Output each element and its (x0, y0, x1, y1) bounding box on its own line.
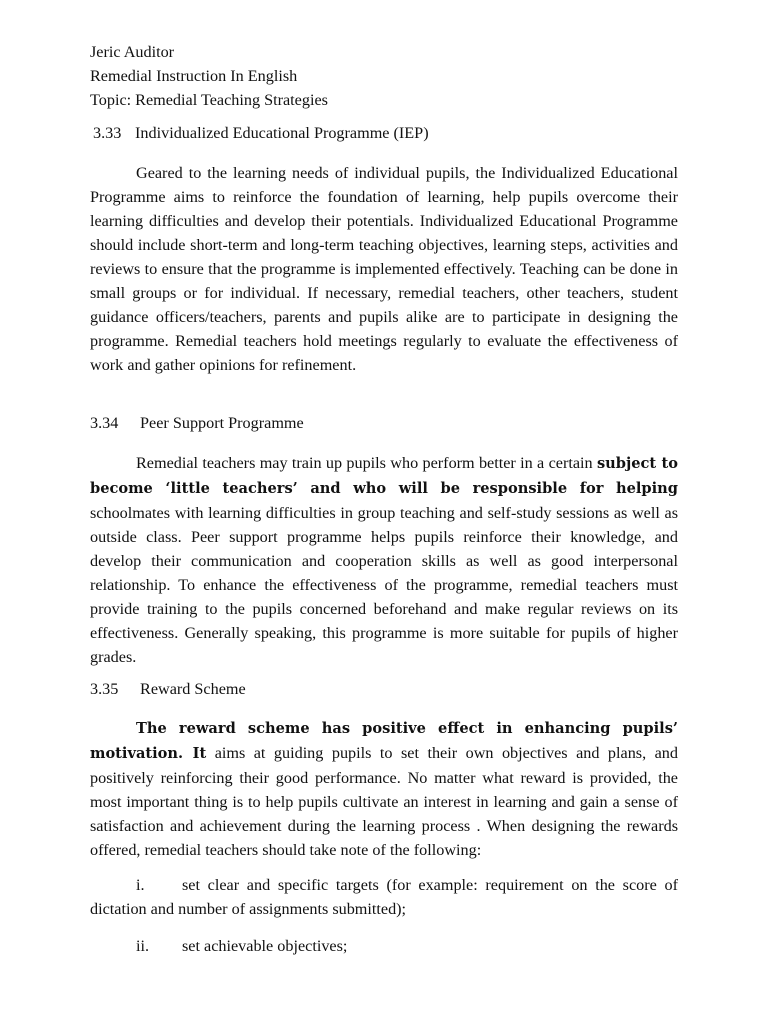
section-heading-3-35 (90, 680, 678, 699)
list-item (90, 934, 678, 958)
section-title: Individualized Educational Programme (IEP) (135, 124, 429, 142)
section-heading-3-33 (93, 124, 681, 143)
list-text: set clear and specific targets (for example: requirement on the score of dictation and number of assignments submitted); (90, 876, 678, 918)
paragraph-rest: schoolmates with learning difficulties in group teaching and self-study sessions as well as outside class. Peer support programme helps pupils reinforce their knowledge, and develop their communication and cooperation skills as well as good interpersonal relationship. To enhance the effectiveness of the programme, remedial teachers must provide training to the pupils concerned beforehand and make regular reviews on its effectiveness. Generally speaking, this programme is more suitable for pupils of higher grades. (90, 504, 678, 666)
section-number: 3.35 (90, 680, 119, 698)
author-name: Jeric Auditor (90, 43, 175, 61)
list-text: set achievable objectives; (182, 937, 348, 955)
section-title: Peer Support Programme (140, 414, 304, 432)
section-title: Reward Scheme (140, 680, 246, 698)
document-header (90, 40, 328, 112)
paragraph (90, 716, 678, 862)
paragraph-bold: The reward scheme has positive effect in enhancing pupils’ motivation. It (90, 720, 678, 762)
paragraph-rest: aims at guiding pupils to set their own objectives and plans, and positively reinforcing their good performance. No matter what reward is provided, the most important thing is to help pupils cultivate an interest in learning and gain a sense of satisfaction and achievement during the learning process . When designing the rewards offered, remedial teachers should take note of the following: (90, 744, 678, 859)
list-marker: ii. (136, 937, 150, 955)
paragraph (90, 451, 678, 669)
paragraph-bold: subject to become ‘little teachers’ and who will be responsible for helping (90, 455, 678, 497)
section-body-3-34 (90, 451, 678, 669)
section-heading-3-34 (90, 414, 678, 433)
list-item (90, 873, 678, 921)
section-body-3-33 (90, 161, 678, 377)
paragraph-lead: Remedial teachers may train up pupils who perform better in a certain (136, 454, 593, 472)
topic-line: Topic: Remedial Teaching Strategies (90, 91, 328, 109)
list-marker: i. (136, 876, 145, 894)
course-title: Remedial Instruction In English (90, 67, 298, 85)
paragraph: Geared to the learning needs of individual pupils, the Individualized Educational Programme aims to reinforce the foundation of learning, help pupils overcome their learning difficulties and develop their potentials. Individualized Educational Programme should include short-term and long-term teaching objectives, learning steps, activities and reviews to ensure that the programme is implemented effectively. Teaching can be done in small groups or for individual. If necessary, remedial teachers, other teachers, student guidance officers/teachers, parents and pupils alike are to participate in designing the programme. Remedial teachers hold meetings regularly to evaluate the effectiveness of work and gather opinions for refinement. (90, 164, 678, 374)
section-number: 3.34 (90, 414, 119, 432)
section-body-3-35 (90, 716, 678, 862)
section-number: 3.33 (93, 124, 122, 142)
